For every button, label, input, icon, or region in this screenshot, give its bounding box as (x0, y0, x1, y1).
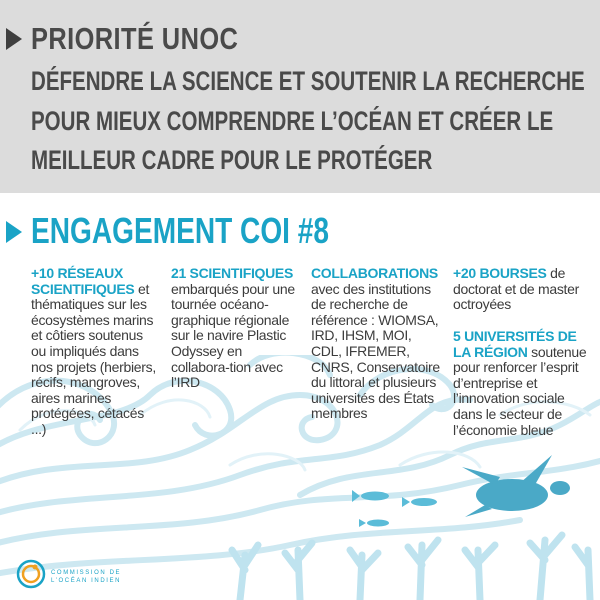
column-scientifiques-text: embarqués pour une tournée océano-graphique régionale sur le navire Plastic Odyssey en collabora-tion avec l’IRD (171, 280, 295, 391)
column-reseaux (31, 266, 161, 438)
column-universites (453, 329, 589, 438)
engagement-title: ENGAGEMENT COI #8 (31, 210, 330, 251)
column-bourses-text: de doctorat et de master octroyées (453, 265, 579, 313)
coi-logo (14, 555, 154, 595)
priority-title: PRIORITÉ UNOC (31, 21, 239, 56)
column-universites-highlight: 5 UNIVERSITÉS DE LA RÉGION (453, 328, 577, 360)
coi-logo-icon (14, 557, 48, 591)
column-collaborations-text: avec des institutions de recherche de référence : WIOMSA, IRD, IHSM, MOI, CDL, IFREMER, CNRS, Conservatoire du littoral et plusieurs universités des États membres (311, 280, 440, 422)
column-bourses-highlight: +20 BOURSES (453, 265, 547, 281)
column-reseaux-highlight: +10 RÉSEAUX SCIENTIFIQUES (31, 265, 135, 297)
column-scientifiques-highlight: 21 SCIENTIFIQUES (171, 265, 294, 281)
priority-arrow-icon (6, 28, 22, 50)
column-reseaux-text: et thématiques sur les écosystèmes marins et côtiers soutenus ou impliqués dans nos projets (herbiers, récifs, mangroves, aires marines protégées, cétacés ...) (31, 280, 156, 437)
header-line-3: MEILLEUR CADRE POUR LE PROTÉGER (31, 145, 433, 175)
column-universites-text: soutenue pour renforcer l’esprit d’entreprise et l’innovation sociale dans le secteur de l’économie bleue (453, 343, 587, 438)
header-line-1: DÉFENDRE LA SCIENCE ET SOUTENIR LA RECHERCHE (31, 66, 585, 96)
column-scientifiques (171, 266, 301, 391)
engagement-arrow-icon (6, 221, 22, 243)
column-collaborations-highlight: COLLABORATIONS (311, 265, 438, 281)
column-collaborations (311, 266, 441, 422)
logo-line-1: COMMISSION DE (51, 570, 122, 576)
logo-line-2: L’OCÉAN INDIEN (51, 578, 122, 584)
header-line-2: POUR MIEUX COMPRENDRE L’OCÉAN ET CRÉER LE (31, 106, 554, 136)
column-bourses (453, 266, 587, 313)
